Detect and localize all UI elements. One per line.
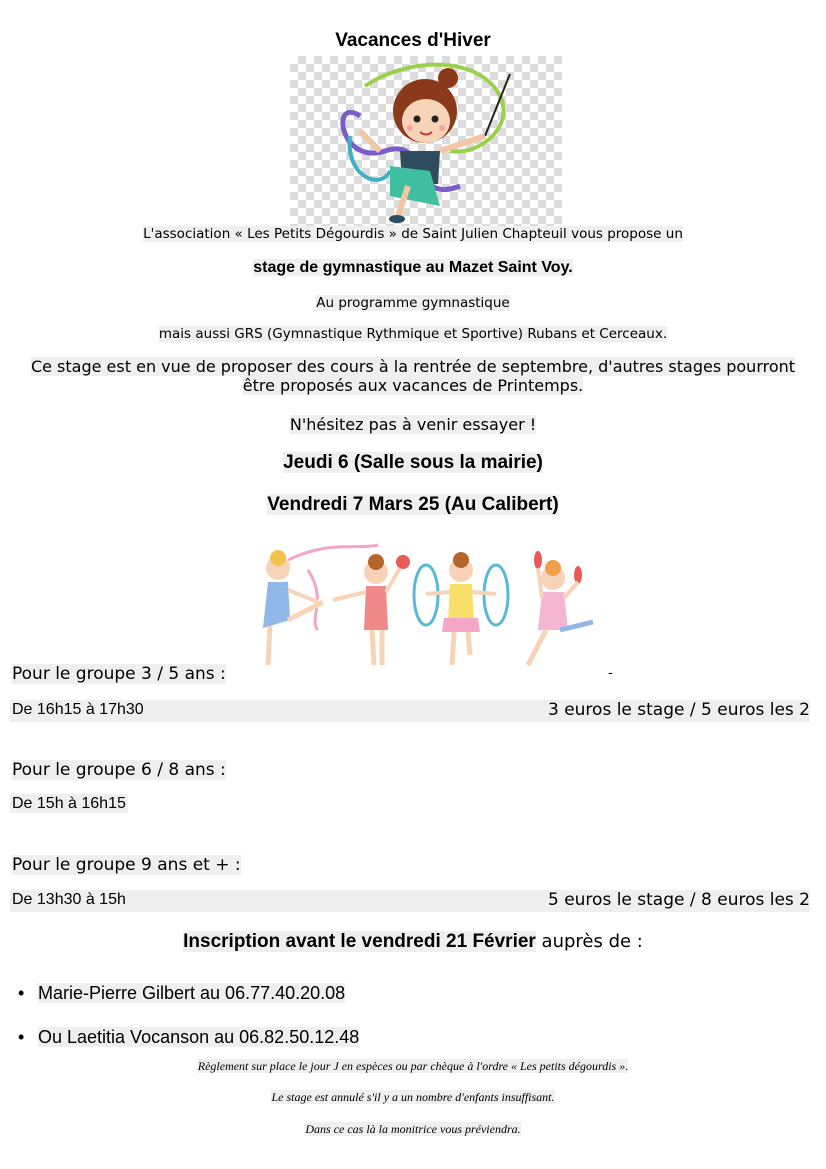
invite-text	[0, 415, 826, 434]
contact-marie-pierre: Marie-Pierre Gilbert au 06.77.40.20.08	[38, 983, 346, 1003]
group-3-5-label-text: Pour le groupe 3 / 5 ans :	[12, 664, 226, 684]
note-payment-text: Règlement sur place le jour J en espèces ou par chèque à l'ordre « Les petits dégourdis ».	[197, 1059, 629, 1073]
group-9-plus-schedule-row	[10, 890, 810, 912]
stage-title-text: stage de gymnastique au Mazet Saint Voy.	[253, 259, 573, 276]
date-2-text: Vendredi 7 Mars 25 (Au Calibert)	[267, 494, 559, 515]
programme-line-1-text: Au programme gymnastique	[316, 295, 510, 311]
programme-line-2-text: mais aussi GRS (Gymnastique Rythmique et Sportive) Rubans et Cerceaux.	[158, 326, 668, 342]
group-3-5-price: 3 euros le stage / 5 euros les 2	[547, 700, 810, 720]
inscription-deadline: Inscription avant le vendredi 21 Février	[183, 931, 536, 952]
stage-title	[0, 259, 826, 277]
date-1-text: Jeudi 6 (Salle sous la mairie)	[283, 452, 543, 473]
group-9-plus-label	[12, 855, 241, 875]
bullet-icon: •	[18, 1027, 25, 1047]
page-title: Vacances d'Hiver	[335, 30, 491, 51]
gymnasts-drawing	[248, 540, 598, 672]
group-3-5-label	[12, 664, 226, 684]
group-9-plus-price: 5 euros le stage / 8 euros les 2	[547, 890, 810, 910]
purpose-paragraph	[0, 357, 826, 395]
note-cancellation	[0, 1090, 826, 1105]
group-3-5-time: De 16h15 à 17h30	[12, 701, 144, 718]
group-6-8-label	[12, 760, 226, 780]
purpose-line-2: être proposés aux vacances de Printemps.	[242, 376, 584, 395]
group-9-plus-label-text: Pour le groupe 9 ans et + :	[12, 855, 241, 875]
bullet-icon: •	[18, 983, 25, 1003]
intro-text	[0, 226, 826, 242]
date-1	[0, 452, 826, 474]
group-6-8-label-text: Pour le groupe 6 / 8 ans :	[12, 760, 226, 780]
contact-item	[18, 983, 345, 1004]
gymnast-ribbon-illustration	[290, 56, 562, 226]
inscription-rest: auprès de :	[535, 931, 643, 952]
invite-line: N'hésitez pas à venir essayer !	[289, 415, 537, 434]
programme-line-2	[0, 326, 826, 342]
note-notification-text: Dans ce cas là la monitrice vous préviendra.	[305, 1122, 521, 1136]
date-2	[0, 494, 826, 516]
intro-line: L'association « Les Petits Dégourdis » de Saint Julien Chapteuil vous propose un	[143, 226, 683, 242]
note-cancellation-text: Le stage est annulé s'il y a un nombre d'enfants insuffisant.	[271, 1090, 555, 1104]
dash-mark: -	[608, 666, 613, 681]
group-3-5-schedule-row	[10, 700, 810, 722]
gymnast-ribbon-drawing	[290, 56, 562, 226]
contact-laetitia: Ou Laetitia Vocanson au 06.82.50.12.48	[38, 1027, 360, 1047]
note-payment	[0, 1059, 826, 1074]
gymnasts-illustration	[248, 540, 598, 672]
group-6-8-time: De 15h à 16h15	[12, 795, 126, 812]
group-9-plus-time: De 13h30 à 15h	[12, 891, 126, 908]
programme-line-1	[0, 295, 826, 311]
note-notification	[0, 1122, 826, 1137]
contact-item	[18, 1027, 359, 1048]
inscription-line	[0, 930, 826, 953]
purpose-line-1: Ce stage est en vue de proposer des cours à la rentrée de septembre, d'autres stages pourront	[30, 357, 796, 376]
group-6-8-schedule-row	[10, 795, 128, 817]
